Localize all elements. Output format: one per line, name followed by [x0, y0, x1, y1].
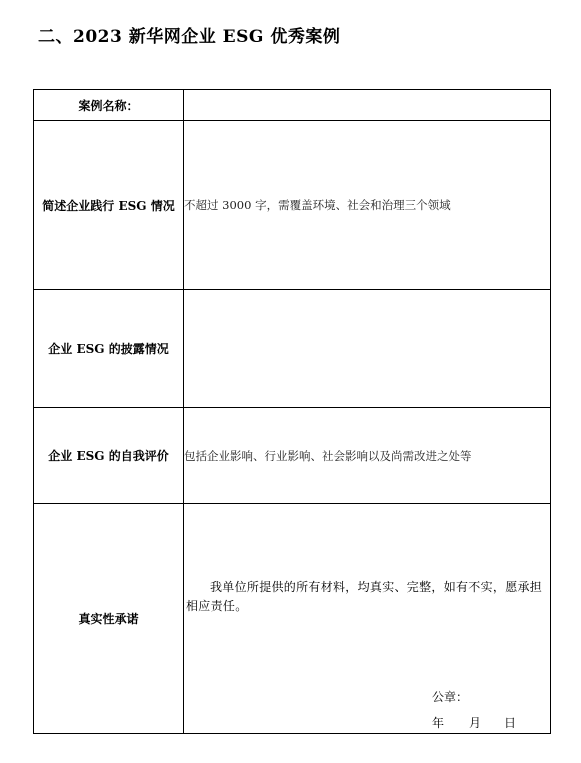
form-row-esg-practice: [34, 121, 551, 290]
esg-disclosure-field[interactable]: [184, 290, 551, 408]
commitment-statement: 我单位所提供的所有材料，均真实、完整，如有不实，愿承担相应责任。: [186, 579, 543, 613]
case-name-label: 案例名称：: [34, 90, 184, 121]
authenticity-commitment-label: 真实性承诺: [34, 504, 184, 734]
esg-disclosure-label: 企业 ESG 的披露情况: [34, 290, 184, 408]
commitment-block: [184, 506, 550, 732]
date-year-label: 年: [432, 715, 445, 730]
esg-self-evaluation-field[interactable]: [184, 408, 551, 504]
esg-practice-hint: 不超过 3000 字，需覆盖环境、社会和治理三个领域: [184, 198, 451, 212]
case-name-field[interactable]: [184, 90, 551, 121]
date-month-label: 月: [469, 715, 482, 730]
esg-practice-field[interactable]: [184, 121, 551, 290]
esg-self-evaluation-hint: 包括企业影响、行业影响、社会影响以及尚需改进之处等: [184, 448, 472, 463]
esg-case-form-table: [33, 89, 551, 734]
page-title: 二、2023 新华网企业 ESG 优秀案例: [38, 27, 341, 47]
form-row-case-name: [34, 90, 551, 121]
date-day-label: 日: [504, 715, 517, 730]
esg-self-evaluation-label: 企业 ESG 的自我评价: [34, 408, 184, 504]
form-row-esg-self-evaluation: [34, 408, 551, 504]
form-row-esg-disclosure: [34, 290, 551, 408]
esg-practice-label: 简述企业践行 ESG 情况: [34, 121, 184, 290]
authenticity-commitment-cell: [184, 504, 551, 734]
seal-label: 公章：: [432, 689, 469, 704]
form-row-authenticity-commitment: [34, 504, 551, 734]
date-line: [432, 714, 516, 731]
